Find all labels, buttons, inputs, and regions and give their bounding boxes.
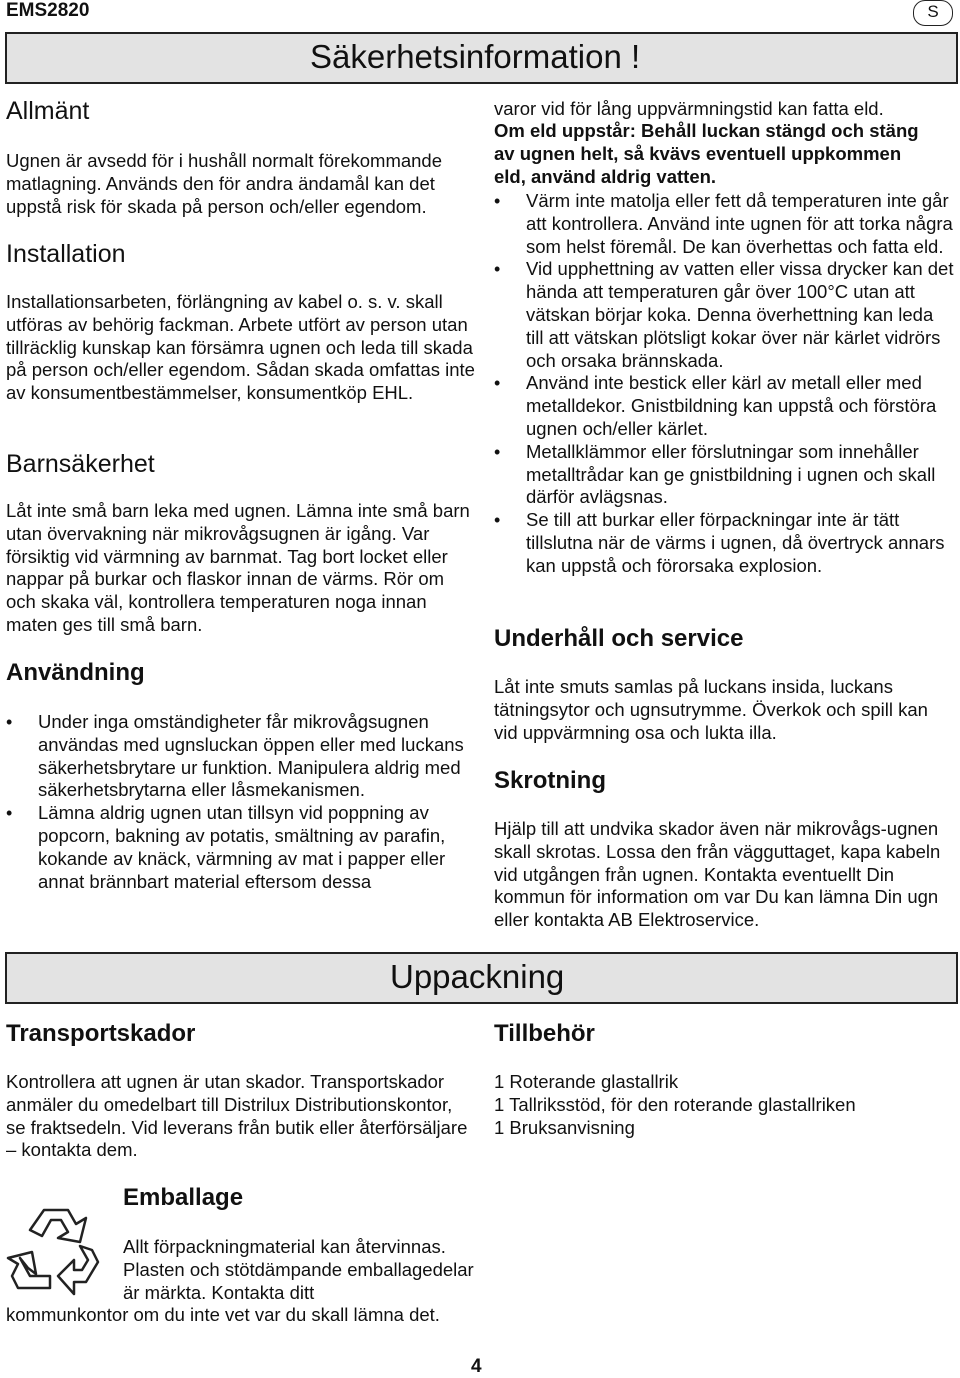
page-number: 4 [471,1356,482,1377]
usage-list [6,711,476,893]
usage-item: • Lämna aldrig ugnen utan tillsyn vid poppning av popcorn, bakning av potatis, smältning av parafin, kokande av knäck, värmning av mat i papper eller annat brännbart material eftersom dessa [6,802,476,893]
packaging-text: Allt förpackningmaterial kan återvinnas. Plasten och stötdämpande emballagedelar är märkta. Kontakta ditt [123,1236,474,1303]
heading-general: Allmänt [6,97,90,125]
heading-packaging: Emballage [123,1184,244,1211]
accessory-item: 1 Roterande glastallrik [494,1071,679,1092]
section-title-safety: Säkerhetsinformation ! [310,38,641,75]
warning-item: • Metallklämmor eller förslutningar som innehåller metalltrådar kan ge gnistbildning i ugnen och skall därför avlägsnas. [494,441,954,509]
model-number: EMS2820 [6,0,90,21]
general-text: Ugnen är avsedd för i hushåll normalt förekommande matlagning. Används den för andra ändamål kan det uppstå risk för skada på person och/eller egendom. [6,150,443,217]
warnings-list [494,190,954,578]
child-safety-text: Låt inte små barn leka med ugnen. Lämna inte små barn utan övervakning när mikrovågsugnen är igång. Var försiktig vid värmning av barnmat. Tag bort locket eller nappar på burkar och flaskor innan de värms. Rör om och skaka väl, kontrollera temperaturen noga innan maten ges till små barn. [6,500,470,635]
transport-text: Kontrollera att ugnen är utan skador. Transportskador anmäler du omedelbart till Distrilux Distributionskontor, se fraktsedeln. Vid leverans från butik eller återförsäljare – kontakta dem. [6,1071,468,1161]
continued-text: varor vid för lång uppvärmningstid kan fatta eld. [494,98,884,119]
heading-accessories: Tillbehör [494,1020,595,1047]
heading-child-safety: Barnsäkerhet [6,450,155,478]
language-badge: S [913,0,953,26]
warning-item: • Värm inte matolja eller fett då temperaturen inte går att kontrollera. Använd inte ugnen för att torka några som helst föremål. De kan överhettas och fatta eld. [494,190,954,258]
accessory-item: 1 Bruksanvisning [494,1116,635,1138]
warning-item: • Vid upphettning av vatten eller vissa drycker kan det hända att temperaturen går över 100°C utan att vätskan börjar koka. Denna överhettning kan leda till att vätskan plötsligt kokar över när kärlet vidrörs och orsaka brännskada. [494,258,954,372]
warning-item: • Använd inte bestick eller kärl av metall eller med metalldekor. Gnistbildning kan uppstå och förstöra ugnen och/eller kärlet. [494,372,954,440]
warning-item: • Se till att burkar eller förpackningar inte är tätt tillslutna när de värms i ugnen, då övertryck annars kan uppstå och förorsaka explosion. [494,509,954,577]
heading-installation: Installation [6,240,126,268]
section-title-unpacking: Uppackning [390,958,565,995]
recycle-icon [6,1198,106,1298]
packaging-text-end: kommunkontor om du inte vet var du skall lämna det. [6,1304,440,1325]
scrapping-text: Hjälp till att undvika skador även när mikrovågs-ugnen skall skrotas. Lossa den från vägguttaget, kapa kabeln vid utgången från ugnen. Kontakta eventuellt Din kommun för information om var Du kan lämna Din ugn eller kontakta AB Elektroservice. [494,818,941,931]
heading-maintenance: Underhåll och service [494,625,744,652]
maintenance-text: Låt inte smuts samlas på luckans insida, luckans tätningsytor och ugnsutrymme. Överkok och spill kan vid uppvärmning osa och lukta illa. [494,676,928,743]
accessory-item: 1 Tallriksstöd, för den roterande glastallriken [494,1093,856,1115]
fire-warning: Om eld uppstår: Behåll luckan stängd och stäng av ugnen helt, så kvävs eventuell uppkommen eld, använd aldrig vatten. [494,120,919,187]
heading-usage: Användning [6,659,145,686]
accessories-list [494,1071,954,1139]
installation-text: Installationsarbeten, förlängning av kabel o. s. v. skall utföras av behörig fackman. Arbete utfört av person utan tillräcklig kunskap kan försämra ugnen och leda till skada på person och/eller egendom. Sådan skada omfattas inte av konsumentbestämmelser, konsumentköp EHL. [6,291,475,404]
heading-scrapping: Skrotning [494,767,606,794]
heading-transport: Transportskador [6,1020,196,1047]
usage-item: • Under inga omständigheter får mikrovågsugnen användas med ugnsluckan öppen eller med luckans säkerhetsbrytare ur funktion. Manipulera aldrig med säkerhetsbrytarna eller låsmekanismen. [6,711,476,802]
